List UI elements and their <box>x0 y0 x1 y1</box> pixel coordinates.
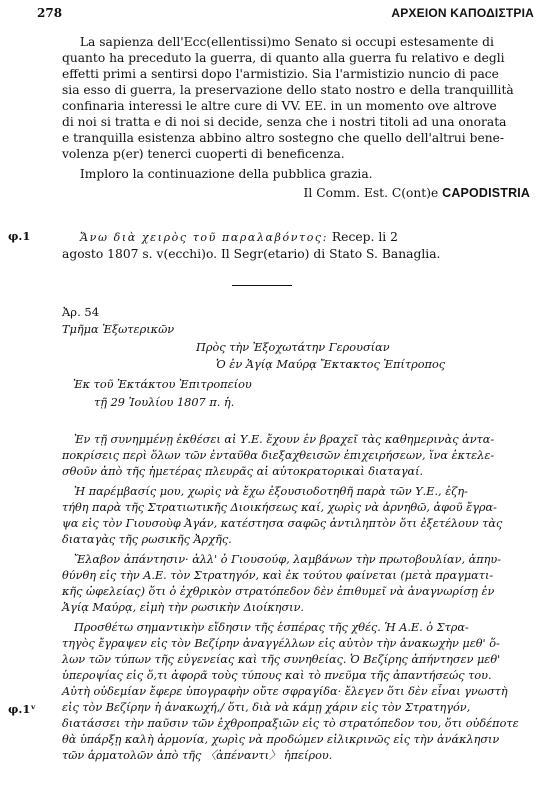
section-divider <box>232 285 292 286</box>
endorsement-line2: agosto 1807 s. v(ecchi)o. Il Segr(etario) di Stato S. Banaglia. <box>62 247 441 261</box>
letter2-line: Προσθέτω σημαντικὴν εἴδησιν τῆς ἑσπέρας τῆς χθές. Ἡ Α.Ε. ὁ Στρα- <box>73 621 469 634</box>
letter1-line: sia esso di guerra, la preservazione dello stato nostro e della tranquillità <box>62 83 514 97</box>
letter2-line: τήθη παρὰ τῆς Στρατιωτικῆς Διοικήσεως καί, χωρὶς νὰ ἀρνηθῶ, ἀφοῦ ἔγρα- <box>62 501 497 514</box>
letter1-line: quanto ha preceduto la guerra, di quanto alla guerra fu relativo e degli <box>62 51 505 65</box>
letter1-line: e tranquilla esistenza abbino altro sostegno che quello dell'altrui bene- <box>62 131 504 145</box>
letter1-line: La sapienza dell'Ecc(ellentissi)mo Senato si occupi estesamente di <box>79 35 494 49</box>
endorsement-line1 <box>80 229 398 246</box>
letter2-line: Ἁγίᾳ Μαύρᾳ, εἰμὴ τὴν ρωσικὴν Διοίκησιν. <box>62 601 304 614</box>
letter2-line: τηγὸς ἔγραψεν εἰς τὸν Βεζίρην ἀναγγέλλων εἰς αὐτὸν τὴν ἀνακωχὴν μεθ' ὅ- <box>62 637 500 650</box>
letter2-line: εἰς τὸν Βεζίρην ἡ ἀνακωχή,/ ὅτι, διὰ νὰ κάμῃ χάριν εἰς τὸν Στρατηγόν, <box>62 701 471 714</box>
letter1-line: di noi si tratta e di noi si decide, senza che i nostri titoli ad una onorata <box>62 115 507 129</box>
document-number: Ἀρ. 54 <box>62 305 100 319</box>
letter2-line: σθοῦν ἀπὸ τῆς ἡμετέρας πλευρᾶς αἱ αὐτοκρατορικαὶ διαταγαί. <box>62 465 424 478</box>
letter1-line: volenza p(er) tenerci cuoperti di beneficenza. <box>62 147 345 161</box>
addressee-line1: Πρὸς τὴν Ἐξοχωτάτην Γερουσίαν <box>196 341 390 354</box>
letter2-line: Αὐτὴ οὐδεμίαν ἔφερε ὑπογραφὴν οὔτε σφραγίδα· ἔλεγεν ὅτι δὲν εἶναι γνωστὴ <box>62 685 508 698</box>
letter1-line: confinaria interessi le altre cure di VV. EE. in un momento ove altrove <box>62 99 497 113</box>
sender-line2: τῇ 29 Ἰουλίου 1807 π. ἡ. <box>94 396 235 409</box>
addressee-line2: Ὁ ἐν Ἁγίᾳ Μαύρᾳ Ἔκτακτος Ἐπίτροπος <box>216 358 446 371</box>
letter1-closing: Imploro la continuazione della pubblica grazia. <box>79 167 373 181</box>
page-number: 278 <box>37 6 63 20</box>
department-line: Τμῆμα Ἐξωτερικῶν <box>62 323 175 336</box>
endorsement-rest: Recep. li 2 <box>328 230 398 244</box>
letter1-line: effetti primi a sentirsi dopo l'armistizio. Sia l'armistizio nuncio di pace <box>62 67 499 81</box>
letter2-line: διατάσσει τὴν παῦσιν τῶν ἐχθροπραξιῶν εἰς τὸ στρατόπεδον του, ὅτι οὐδέποτε <box>62 717 519 730</box>
letter2-line: Ἔλαβον ἀπάντησιν· ἀλλ' ὁ Γιουσούφ, λαμβάνων τὴν πρωτοβουλίαν, ἀπηυ- <box>73 553 502 566</box>
letter2-line: Ἡ παρέμβασίς μου, χωρὶς νὰ ἔχω ἐξουσιοδοτηθῆ παρὰ τῶν Υ.Ε., ἐζη- <box>73 485 468 498</box>
endorsement-greek: Ἄνω διὰ χειρὸς τοῦ παραλαβόντος: <box>80 231 329 244</box>
letter2-line: κῆς ὠφελείας) ὅτι ὁ ἐχθρικὸν στρατόπεδον δὲν ἐπιθυμεῖ νὰ ἀναγνωρίσῃ ἐν <box>62 585 495 598</box>
letter1-signature <box>62 185 530 201</box>
running-title: ΑΡΧΕΙΟΝ ΚΑΠΟΔΙΣΤΡΙΑ <box>391 6 534 20</box>
margin-note-f1: φ.1 <box>8 229 31 243</box>
letter1-body <box>62 34 532 201</box>
margin-note-f1v: φ.1ᵛ <box>8 702 37 716</box>
signature-name: CAPODISTRIA <box>442 186 531 200</box>
letter2-body <box>62 432 532 764</box>
letter2-line: ποκρίσεις περὶ ὅλων τῶν ἐνταῦθα διεξαχθεισῶν ἐπιχειρήσεων, ἵνα ἐκτελε- <box>62 449 495 462</box>
letter2-line: θὰ ὑπάρξῃ καλὴ ἁρμονία, χωρὶς νὰ προδώμεν εἰλικρινῶς εἰς τὴν ἀνάκλησιν <box>62 733 500 746</box>
letter2-line: διαταγὰς τῆς ρωσικῆς Ἀρχῆς. <box>62 533 232 546</box>
letter2-line: ψα εἰς τὸν Γιουσοὺφ Ἀγάν, κατέστησα σαφῶς ἀντιληπτὸν ὅτι ἐξετέλουν τὰς <box>62 517 503 530</box>
signature-prefix: Il Comm. Est. C(ont)e <box>303 186 443 200</box>
letter2-line: τῶν ἁρματολῶν ἀπὸ τῆς 〈ἀπέναντι〉 ἠπείρου. <box>62 749 333 762</box>
letter2-line: Ἐν τῇ συνημμένῃ ἐκθέσει αἱ Υ.Ε. ἔχουν ἐν βραχεῖ τὰς καθημερινὰς ἀντα- <box>73 433 495 446</box>
sender-line1: Ἐκ τοῦ Ἐκτάκτου Ἐπιτροπείου <box>73 378 252 391</box>
letter2-line: θύνθη εἰς τὴν Α.Ε. τὸν Στρατηγόν, καὶ ἐκ τούτου φαίνεται (μετὰ πραγματι- <box>62 569 494 582</box>
letter2-line: λων τῶν τύπων τῆς εὐγενείας καὶ τῆς συνηθείας. Ὁ Βεζίρης ἀπήντησεν μεθ' <box>62 653 501 666</box>
letter2-line: ὑπεροψίας εἰς ὅ,τι ἀφορᾶ τοὺς τύπους καὶ τὸ πνεῦμα τῆς ἀπαντήσεώς του. <box>62 669 492 682</box>
